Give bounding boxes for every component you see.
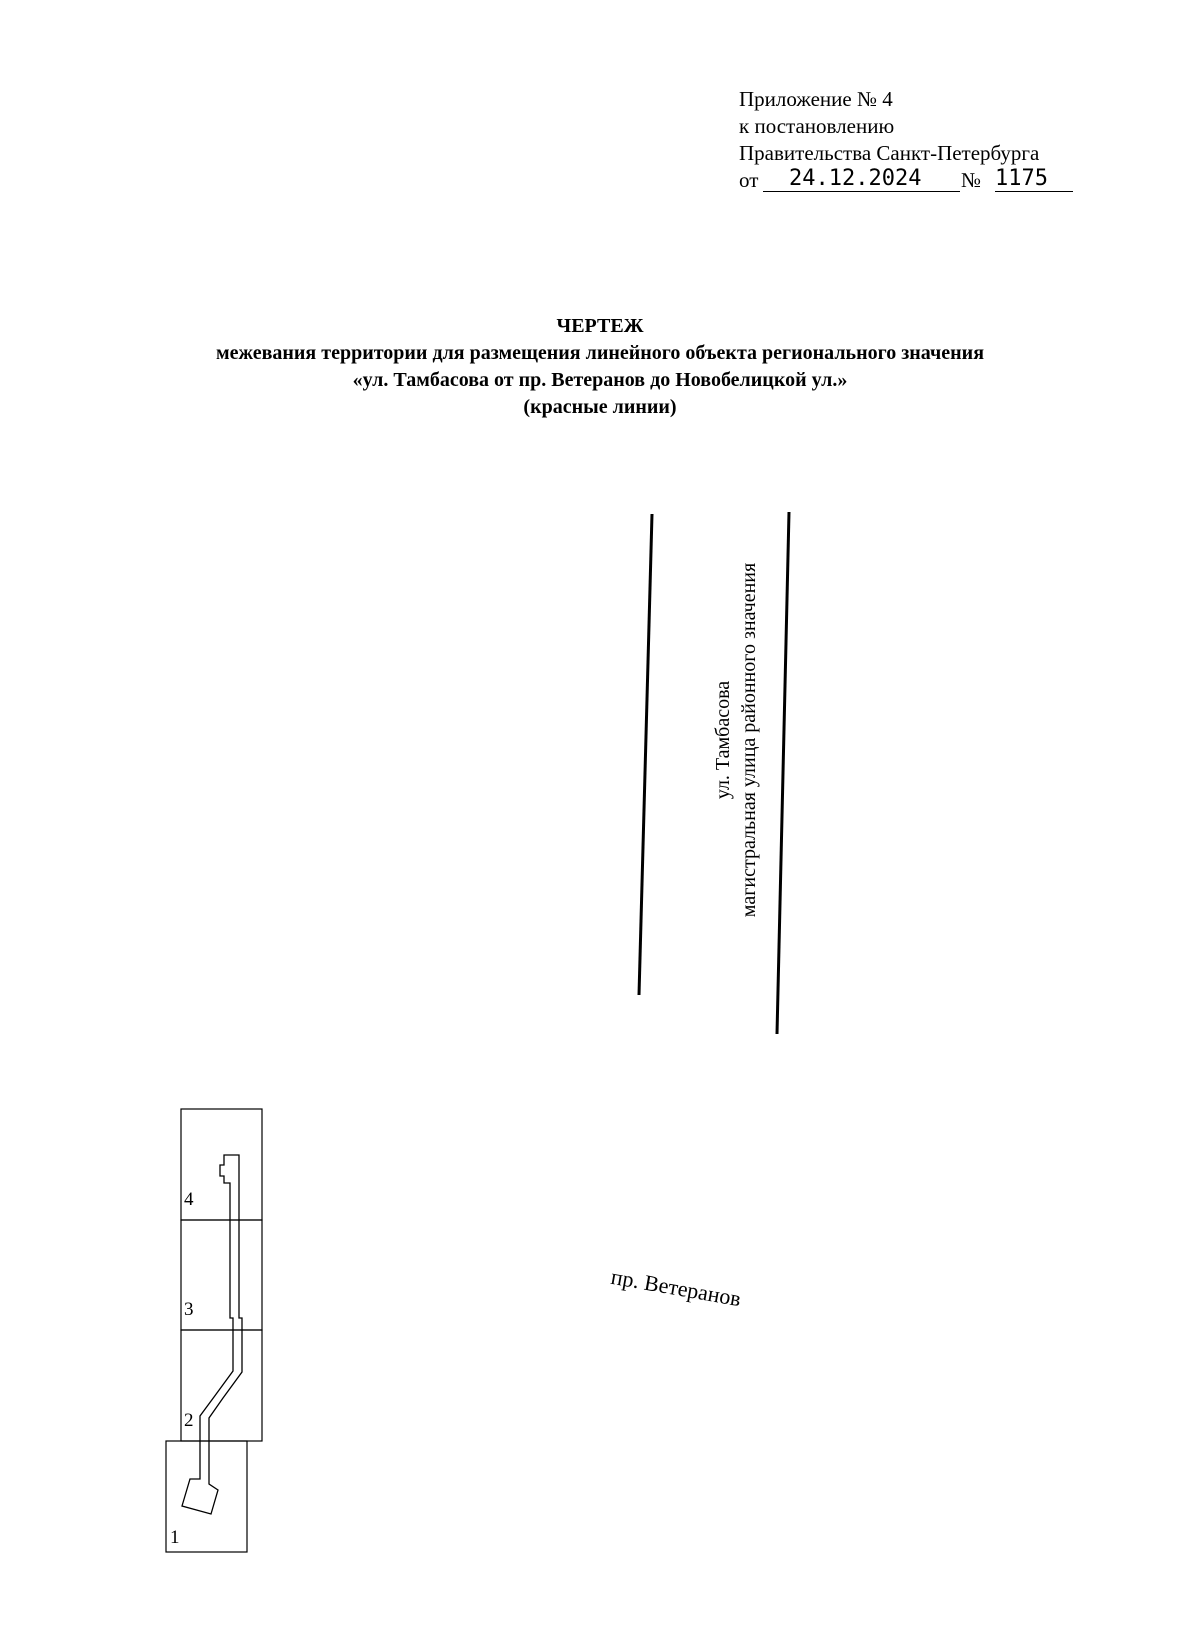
street-name: ул. Тамбасова [712,680,734,800]
title-line-3: (красные линии) [523,396,677,418]
appendix-line-3: Правительства Санкт-Петербурга [739,141,1040,165]
street-label [710,563,762,917]
avenue-label: пр. Ветеранов [609,1263,744,1312]
resolution-number: 1175 [995,166,1048,191]
sheet-number-1: 1 [170,1527,180,1548]
sheet-index [166,1109,262,1552]
title-line-2: «ул. Тамбасова от пр. Ветеранов до Новобелицкой ул.» [352,369,848,391]
title-heading: ЧЕРТЕЖ [556,315,644,337]
appendix-line-1: Приложение № 4 [739,87,893,111]
number-prefix: № [961,168,982,192]
title-line-1: межевания территории для размещения линейного объекта регионального значения [215,342,985,364]
street-class: магистральная улица районного значения [738,562,760,918]
from-prefix: от [739,168,759,192]
resolution-date: 24.12.2024 [789,166,922,191]
red-line-left [639,514,652,995]
sheet-number-3: 3 [184,1299,194,1320]
sheet-number-2: 2 [184,1410,194,1431]
appendix-line-2: к постановлению [739,114,895,138]
red-line-right [777,512,789,1034]
sheet-number-4: 4 [184,1189,194,1210]
